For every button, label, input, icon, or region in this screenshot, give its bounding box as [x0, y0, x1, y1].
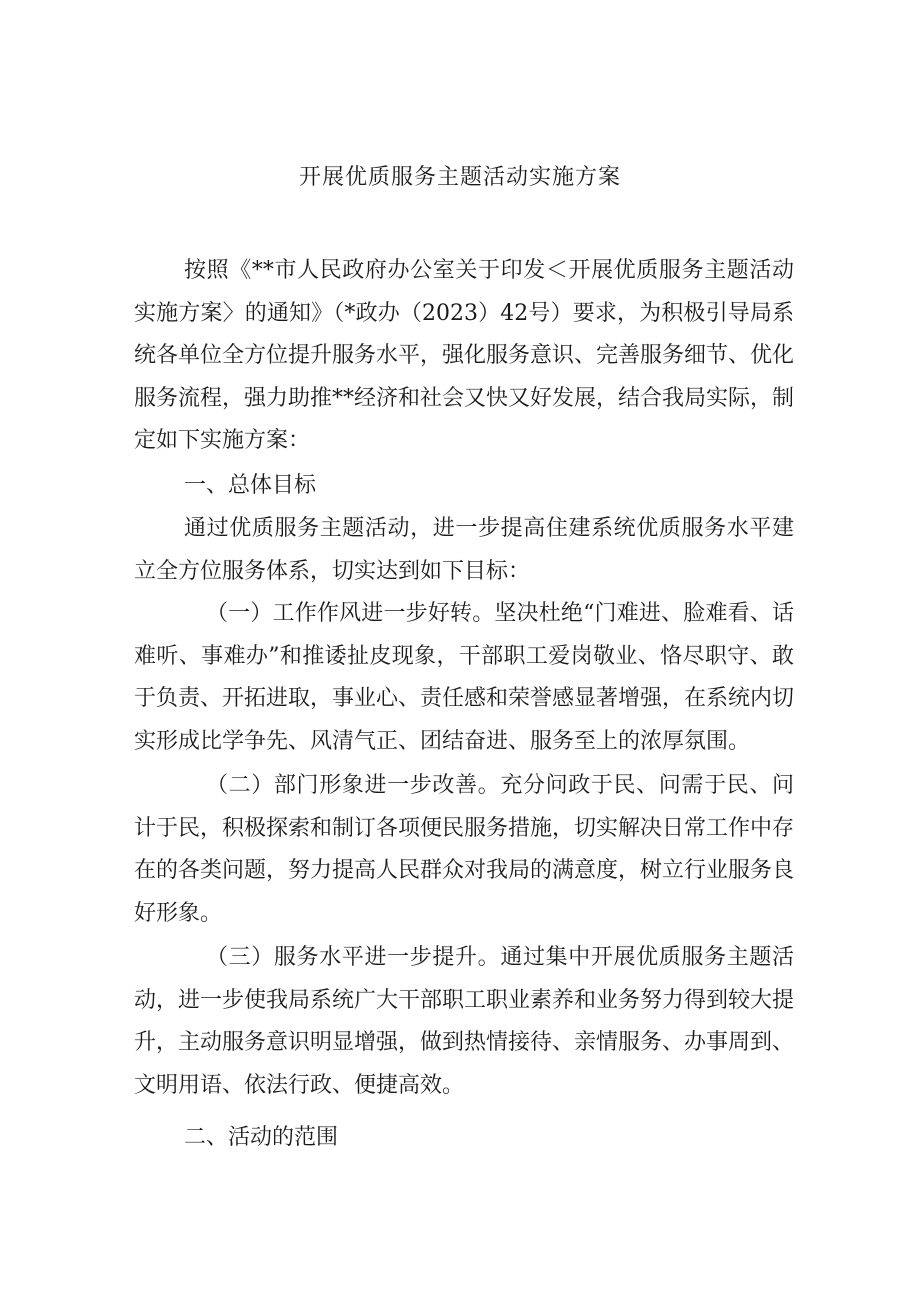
section-heading-overall-goals: 一、总体目标 [184, 473, 317, 498]
goal-item-work-style: （一）工作作风进一步好转。坚决杜绝“门难进、脸难看、话难听、事难办”和推诿扯皮现象，干部职工爱岗敬业、恪尽职守、敢于负责、开拓进取，事业心、责任感和荣誉感显著增强，在系统内切实形成比学争先、风清气正、团结奋进、服务至上的浓厚氛围。 [134, 601, 795, 754]
goals-intro-paragraph: 通过优质服务主题活动，进一步提高住建系统优质服务水平建立全方位服务体系，切实达到如下目标： [134, 516, 794, 584]
section-heading-activity-scope: 二、活动的范围 [184, 1125, 339, 1150]
document-title: 开展优质服务主题活动实施方案 [298, 165, 621, 190]
goal-item-service-level: （三）服务水平进一步提升。通过集中开展优质服务主题活动，进一步使我局系统广大干部职工职业素养和业务努力得到较大提升，主动服务意识明显增强，做到热情接待、亲情服务、办事周到、文明用语、依法行政、便捷高效。 [134, 945, 795, 1098]
goal-item-department-image: （二）部门形象进一步改善。充分问政于民、问需于民、问计于民，积极探索和制订各项便民服务措施，切实解决日常工作中存在的各类问题，努力提高人民群众对我局的满意度，树立行业服务良好形象。 [134, 773, 795, 926]
intro-paragraph: 按照《**市人民政府办公室关于印发＜开展优质服务主题活动实施方案〉的通知》（*政办（2023）42号）要求，为积极引导局系统各单位全方位提升服务水平，强化服务意识、完善服务细节、优化服务流程，强力助推**经济和社会又快又好发展，结合我局实际，制定如下实施方案： [134, 258, 795, 453]
